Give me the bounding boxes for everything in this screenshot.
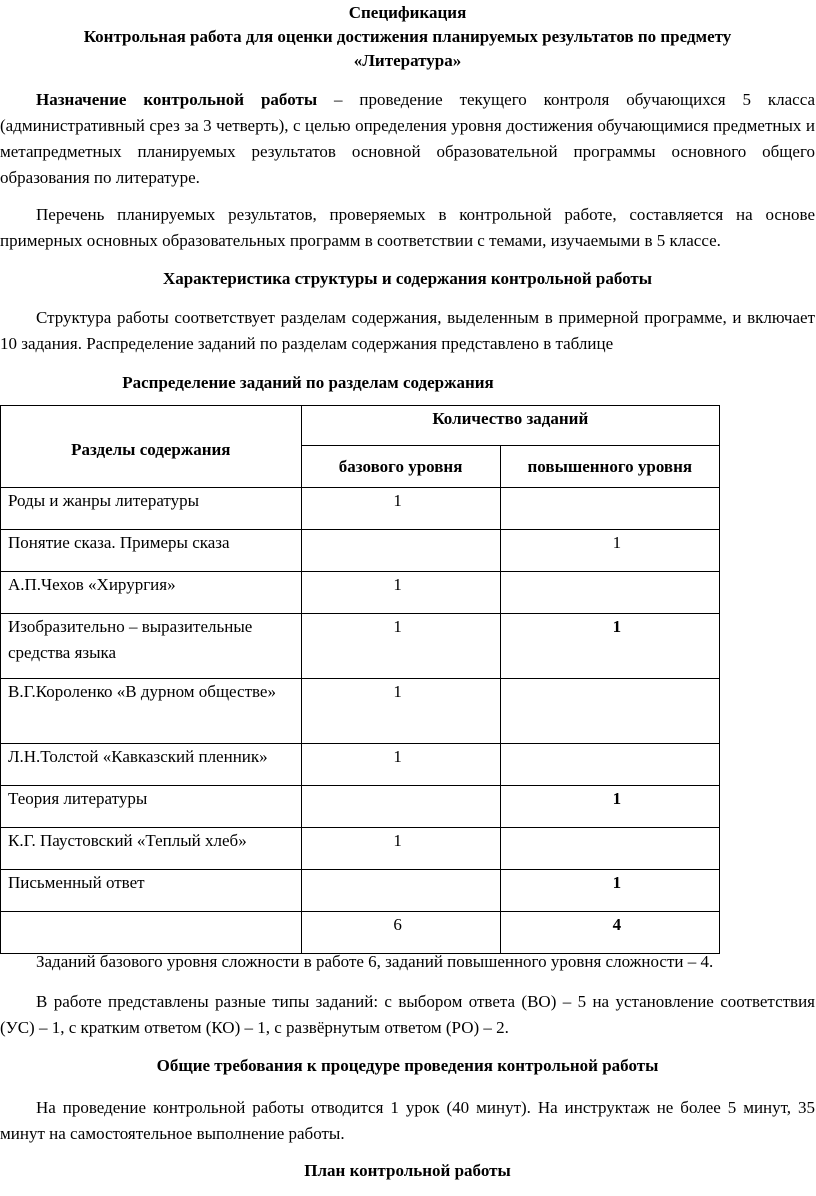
table-row <box>1 870 720 912</box>
table-row <box>1 679 720 744</box>
header-count: Количество заданий <box>301 406 719 446</box>
table-row <box>1 614 720 679</box>
row-basic: 1 <box>301 488 500 530</box>
table-row <box>1 488 720 530</box>
table-row <box>1 530 720 572</box>
table-row <box>1 786 720 828</box>
summary-paragraph: Заданий базового уровня сложности в работе 6, заданий повышенного уровня сложности – 4. <box>36 952 714 971</box>
row-section <box>1 912 302 954</box>
row-basic: 1 <box>301 572 500 614</box>
row-section: Роды и жанры литературы <box>1 488 302 530</box>
row-section: К.Г. Паустовский «Теплый хлеб» <box>1 828 302 870</box>
structure-paragraph: Структура работы соответствует разделам содержания, выделенным в примерной программе, и включает 10 задания. Распределение заданий по разделам содержания представлено в таблице <box>0 308 815 353</box>
row-section: А.П.Чехов «Хирургия» <box>1 572 302 614</box>
row-section: Теория литературы <box>1 786 302 828</box>
header-basic: базового уровня <box>301 446 500 488</box>
row-basic: 1 <box>301 679 500 744</box>
purpose-text: – проведение текущего контроля обучающихся 5 класса (административный срез за 3 четверть), с целью определения уровня достижения обучающимися предметных и метапредметных планируемых результатов основной образовательной программы основного общего образования по литературе. <box>0 90 815 187</box>
row-advanced: 1 <box>500 870 719 912</box>
table-heading: Распределение заданий по разделам содержания <box>122 373 494 392</box>
row-basic <box>301 870 500 912</box>
total-basic: 6 <box>301 912 500 954</box>
table-row <box>1 828 720 870</box>
row-section: Понятие сказа. Примеры сказа <box>1 530 302 572</box>
document-subtitle-line2: «Литература» <box>353 51 462 70</box>
row-advanced: 1 <box>500 530 719 572</box>
row-section: Л.Н.Толстой «Кавказский пленник» <box>1 744 302 786</box>
purpose-label: Назначение контрольной работы <box>36 90 318 109</box>
header-sections: Разделы содержания <box>1 406 302 488</box>
row-advanced <box>500 744 719 786</box>
row-advanced <box>500 679 719 744</box>
row-basic: 1 <box>301 744 500 786</box>
requirements-heading: Общие требования к процедуре проведения контрольной работы <box>156 1056 659 1075</box>
table-row <box>1 572 720 614</box>
purpose-paragraph <box>0 87 815 191</box>
table-row <box>1 744 720 786</box>
row-section: Письменный ответ <box>1 870 302 912</box>
row-advanced <box>500 488 719 530</box>
requirements-paragraph: На проведение контрольной работы отводится 1 урок (40 минут). На инструктаж не более 5 минут, 35 минут на самостоятельное выполнение работы. <box>0 1098 815 1143</box>
header-advanced: повышенного уровня <box>500 446 719 488</box>
document-title: Спецификация <box>348 3 467 22</box>
row-advanced: 1 <box>500 614 719 679</box>
row-basic: 1 <box>301 828 500 870</box>
total-advanced: 4 <box>500 912 719 954</box>
document-subtitle-line1: Контрольная работа для оценки достижения планируемых результатов по предмету <box>83 27 732 46</box>
row-advanced: 1 <box>500 786 719 828</box>
row-section: В.Г.Короленко «В дурном обществе» <box>1 679 302 744</box>
results-paragraph: Перечень планируемых результатов, проверяемых в контрольной работе, составляется на основе примерных основных образовательных программ в соответствии с темами, изучаемыми в 5 классе. <box>0 205 815 250</box>
structure-heading: Характеристика структуры и содержания контрольной работы <box>162 269 653 288</box>
row-basic: 1 <box>301 614 500 679</box>
types-paragraph: В работе представлены разные типы заданий: с выбором ответа (ВО) – 5 на установление соответствия (УС) – 1, с кратким ответом (КО) – 1, с развёрнутым ответом (РО) – 2. <box>0 992 815 1037</box>
row-basic <box>301 786 500 828</box>
distribution-table <box>0 405 720 954</box>
row-advanced <box>500 572 719 614</box>
table-row-total <box>1 912 720 954</box>
plan-heading: План контрольной работы <box>304 1161 511 1180</box>
row-section: Изобразительно – выразительные средства языка <box>1 614 302 679</box>
row-basic <box>301 530 500 572</box>
row-advanced <box>500 828 719 870</box>
